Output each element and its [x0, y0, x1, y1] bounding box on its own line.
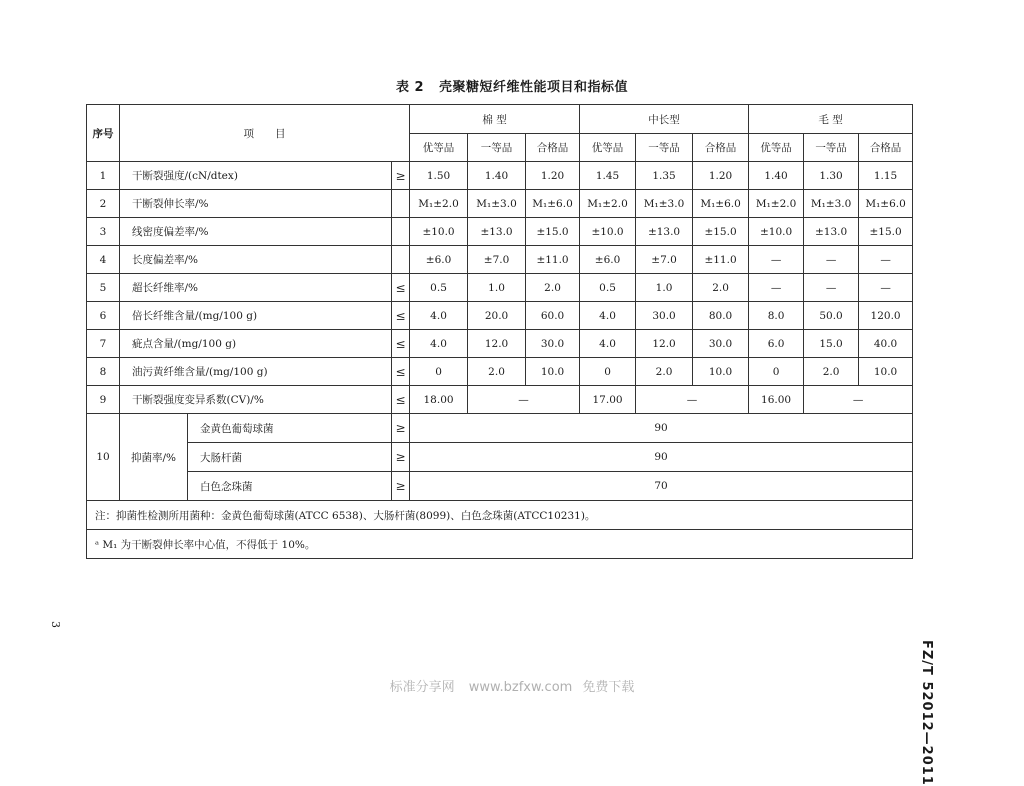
cell-value: 1.0 — [468, 274, 526, 302]
grade-header: 合格品 — [693, 134, 749, 162]
cell-value: ±7.0 — [468, 246, 526, 274]
cell-value: — — [468, 386, 580, 414]
cell-value: 1.35 — [636, 162, 693, 190]
footnote-text: ᵃ M₁ 为干断裂伸长率中心值，不得低于 10%。 — [87, 530, 913, 559]
table-row — [87, 443, 913, 472]
cell-value: 16.00 — [749, 386, 804, 414]
cell-value: 0 — [410, 358, 468, 386]
cell-value: M₁±2.0 — [749, 190, 804, 218]
cell-value: 0.5 — [410, 274, 468, 302]
table-title: 壳聚糖短纤维性能项目和指标值 — [439, 80, 629, 95]
cell-value: M₁±2.0 — [410, 190, 468, 218]
row-item: 长度偏差率/% — [120, 246, 392, 274]
row-sign: ≤ — [392, 386, 410, 414]
cell-value: 30.0 — [526, 330, 580, 358]
row-seq: 3 — [87, 218, 120, 246]
cell-value: M₁±3.0 — [468, 190, 526, 218]
cell-value: 2.0 — [804, 358, 859, 386]
cell-value: 1.20 — [526, 162, 580, 190]
table-number: 表 2 — [395, 80, 425, 95]
cell-value: 10.0 — [859, 358, 913, 386]
cell-value: 1.50 — [410, 162, 468, 190]
seq-header: 序号 — [87, 105, 120, 162]
cell-value: — — [749, 274, 804, 302]
table-row — [87, 302, 913, 330]
cell-value: 1.30 — [804, 162, 859, 190]
table-row — [87, 414, 913, 443]
cell-value: 0.5 — [580, 274, 636, 302]
cell-value: ±10.0 — [410, 218, 468, 246]
cell-value: — — [859, 274, 913, 302]
table-row — [87, 358, 913, 386]
cell-value: 1.40 — [468, 162, 526, 190]
cell-value: 80.0 — [693, 302, 749, 330]
cell-value: 12.0 — [468, 330, 526, 358]
row-item: 干断裂伸长率/% — [120, 190, 392, 218]
grade-header: 优等品 — [410, 134, 468, 162]
row-seq: 9 — [87, 386, 120, 414]
group-wool: 毛 型 — [749, 105, 913, 134]
cell-value: ±11.0 — [526, 246, 580, 274]
row-item: 干断裂强度/(cN/dtex) — [120, 162, 392, 190]
table-row — [87, 162, 913, 190]
cell-value: 2.0 — [526, 274, 580, 302]
grade-header: 合格品 — [526, 134, 580, 162]
row-seq: 7 — [87, 330, 120, 358]
table-caption — [0, 76, 1024, 95]
cell-value: 1.0 — [636, 274, 693, 302]
cell-value: 1.40 — [749, 162, 804, 190]
cell-value: M₁±3.0 — [804, 190, 859, 218]
row-seq: 2 — [87, 190, 120, 218]
cell-value: ±15.0 — [693, 218, 749, 246]
cell-value: ±11.0 — [693, 246, 749, 274]
cell-value: 40.0 — [859, 330, 913, 358]
row-seq: 6 — [87, 302, 120, 330]
group-cotton: 棉 型 — [410, 105, 580, 134]
cell-value: 20.0 — [468, 302, 526, 330]
table-row — [87, 386, 913, 414]
standard-code: FZ/T 52012—2011 — [919, 640, 934, 786]
cell-value: 2.0 — [468, 358, 526, 386]
cell-value: 12.0 — [636, 330, 693, 358]
cell-value: 4.0 — [580, 302, 636, 330]
row-seq: 8 — [87, 358, 120, 386]
cell-value: — — [804, 386, 913, 414]
cell-value: M₁±6.0 — [526, 190, 580, 218]
cell-value: ±10.0 — [749, 218, 804, 246]
row-seq: 10 — [87, 414, 120, 501]
group-mid-length: 中长型 — [580, 105, 749, 134]
cell-value: 70 — [410, 472, 913, 501]
cell-value: 4.0 — [410, 302, 468, 330]
note-row — [87, 501, 913, 530]
cell-value: — — [804, 274, 859, 302]
row-sign — [392, 190, 410, 218]
cell-value: 120.0 — [859, 302, 913, 330]
row-sign: ≤ — [392, 330, 410, 358]
cell-value: 6.0 — [749, 330, 804, 358]
item-header: 项 目 — [120, 105, 410, 162]
row-seq: 1 — [87, 162, 120, 190]
cell-value: 8.0 — [749, 302, 804, 330]
cell-value: ±7.0 — [636, 246, 693, 274]
cell-value: M₁±6.0 — [693, 190, 749, 218]
grade-header: 优等品 — [580, 134, 636, 162]
row-seq: 5 — [87, 274, 120, 302]
cell-value: 4.0 — [580, 330, 636, 358]
cell-value: — — [859, 246, 913, 274]
grade-header: 一等品 — [636, 134, 693, 162]
cell-value: 18.00 — [410, 386, 468, 414]
row-sign: ≥ — [392, 443, 410, 472]
cell-value: 10.0 — [693, 358, 749, 386]
table-row — [87, 274, 913, 302]
spec-table — [86, 104, 913, 559]
row-sign: ≤ — [392, 274, 410, 302]
cell-value: 1.20 — [693, 162, 749, 190]
row-seq: 4 — [87, 246, 120, 274]
cell-value: ±10.0 — [580, 218, 636, 246]
row-sign — [392, 246, 410, 274]
cell-value: ±15.0 — [526, 218, 580, 246]
cell-value: — — [804, 246, 859, 274]
cell-value: — — [749, 246, 804, 274]
page-number: 3 — [49, 621, 62, 628]
grade-header: 优等品 — [749, 134, 804, 162]
table-row — [87, 246, 913, 274]
grade-header: 一等品 — [804, 134, 859, 162]
cell-value: 60.0 — [526, 302, 580, 330]
table-row — [87, 472, 913, 501]
row-item: 干断裂强度变异系数(CV)/% — [120, 386, 392, 414]
cell-value: 90 — [410, 414, 913, 443]
watermark-cn: 标准分享网 — [389, 680, 455, 695]
note-text: 注：抑菌性检测所用菌种：金黄色葡萄球菌(ATCC 6538)、大肠杆菌(8099)、白色念珠菌(ATCC10231)。 — [87, 501, 913, 530]
sub-item: 大肠杆菌 — [188, 443, 392, 472]
cell-value: 0 — [580, 358, 636, 386]
table-row — [87, 330, 913, 358]
cell-value: ±6.0 — [580, 246, 636, 274]
row-sign: ≤ — [392, 302, 410, 330]
row-sign — [392, 218, 410, 246]
cell-value: 30.0 — [693, 330, 749, 358]
cell-value: M₁±2.0 — [580, 190, 636, 218]
row-sign: ≤ — [392, 358, 410, 386]
cell-value: ±13.0 — [804, 218, 859, 246]
row-sign: ≥ — [392, 472, 410, 501]
row-item: 油污黄纤维含量/(mg/100 g) — [120, 358, 392, 386]
cell-value: 90 — [410, 443, 913, 472]
cell-value: 2.0 — [636, 358, 693, 386]
sub-item: 金黄色葡萄球菌 — [188, 414, 392, 443]
header-row-groups — [87, 105, 913, 134]
cell-value: ±15.0 — [859, 218, 913, 246]
cell-value: 4.0 — [410, 330, 468, 358]
grade-header: 合格品 — [859, 134, 913, 162]
grade-header: 一等品 — [468, 134, 526, 162]
row-item: 倍长纤维含量/(mg/100 g) — [120, 302, 392, 330]
cell-value: 15.0 — [804, 330, 859, 358]
row-sign: ≥ — [392, 414, 410, 443]
row-sign: ≥ — [392, 162, 410, 190]
cell-value: 1.15 — [859, 162, 913, 190]
cell-value: 10.0 — [526, 358, 580, 386]
cell-value: M₁±3.0 — [636, 190, 693, 218]
watermark — [0, 676, 1024, 695]
cell-value: M₁±6.0 — [859, 190, 913, 218]
row-item: 抑菌率/% — [120, 414, 188, 501]
cell-value: ±6.0 — [410, 246, 468, 274]
note-row — [87, 530, 913, 559]
cell-value: ±13.0 — [468, 218, 526, 246]
cell-value: 17.00 — [580, 386, 636, 414]
cell-value: 2.0 — [693, 274, 749, 302]
table-row — [87, 218, 913, 246]
sub-item: 白色念珠菌 — [188, 472, 392, 501]
cell-value: ±13.0 — [636, 218, 693, 246]
row-item: 线密度偏差率/% — [120, 218, 392, 246]
row-item: 疵点含量/(mg/100 g) — [120, 330, 392, 358]
cell-value: — — [636, 386, 749, 414]
cell-value: 1.45 — [580, 162, 636, 190]
watermark-url: www.bzfxw.com 免费下载 — [468, 680, 635, 695]
table-row — [87, 190, 913, 218]
cell-value: 30.0 — [636, 302, 693, 330]
cell-value: 50.0 — [804, 302, 859, 330]
cell-value: 0 — [749, 358, 804, 386]
row-item: 超长纤维率/% — [120, 274, 392, 302]
